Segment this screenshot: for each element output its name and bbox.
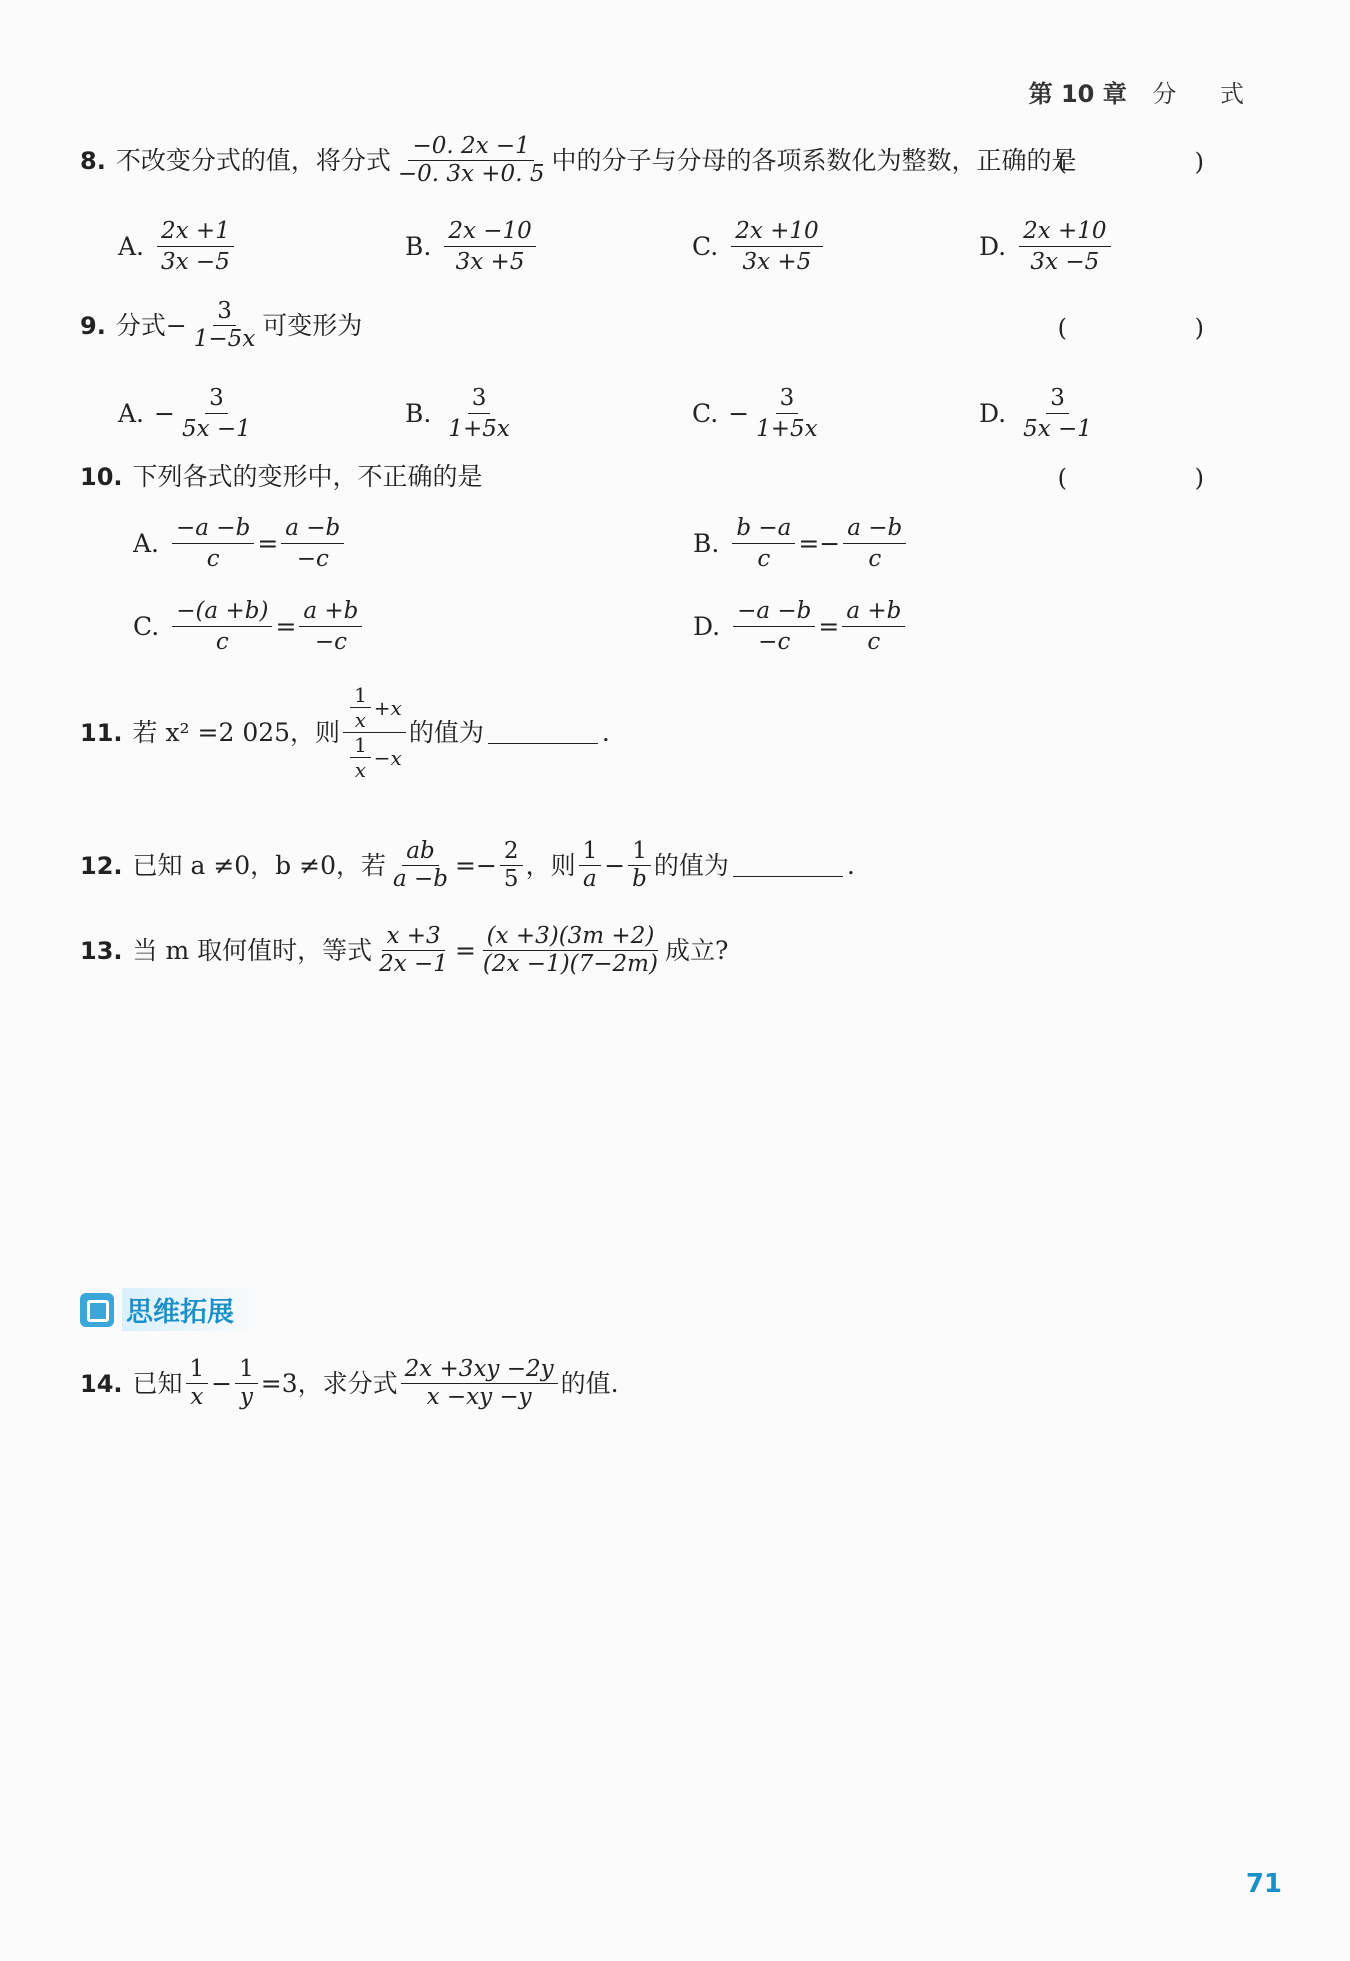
question-number: 10. bbox=[80, 462, 123, 491]
numerator: −(a +b) bbox=[172, 598, 272, 627]
numerator: −a −b bbox=[733, 598, 815, 627]
question-text: 的值. bbox=[560, 1369, 619, 1398]
denominator: c bbox=[757, 546, 771, 572]
numerator: 2 bbox=[500, 840, 523, 866]
option-b[interactable] bbox=[405, 218, 539, 275]
denominator: −c bbox=[758, 629, 791, 655]
question-text: 若 x² =2 025，则 bbox=[132, 718, 341, 747]
option-d[interactable] bbox=[693, 598, 908, 655]
option-c[interactable] bbox=[692, 385, 825, 442]
denominator: c bbox=[206, 546, 220, 572]
option-label: D. bbox=[979, 399, 1007, 428]
numerator: 3 bbox=[213, 300, 236, 326]
relation: = bbox=[454, 936, 476, 965]
answer-bracket: ( ) bbox=[1057, 464, 1264, 492]
numerator: a −b bbox=[281, 515, 344, 544]
numerator: 3 bbox=[776, 385, 799, 414]
denominator: (2x −1)(7−2m) bbox=[482, 951, 658, 977]
numerator: 1 bbox=[186, 1358, 209, 1384]
option-label: D. bbox=[979, 232, 1007, 261]
option-a[interactable] bbox=[118, 385, 258, 442]
question-text: 的值为 bbox=[653, 851, 729, 880]
numerator: −0. 2x −1 bbox=[408, 135, 533, 161]
answer-bracket: ( ) bbox=[1057, 148, 1264, 176]
chapter-number: 第 10 章 bbox=[1028, 80, 1127, 108]
question-13 bbox=[80, 925, 728, 976]
answer-bracket: ( ) bbox=[1057, 314, 1264, 342]
numerator: 3 bbox=[205, 385, 228, 414]
minus-sign: − bbox=[211, 1369, 233, 1398]
option-label: C. bbox=[692, 399, 719, 428]
relation: =− bbox=[798, 529, 841, 558]
denominator: 3x +5 bbox=[742, 249, 812, 275]
chapter-header bbox=[1029, 74, 1262, 109]
section-title bbox=[80, 1288, 264, 1331]
numerator: 2x +1 bbox=[157, 218, 234, 247]
compound-fraction bbox=[343, 685, 406, 780]
question-text: 下列各式的变形中，不正确的是 bbox=[132, 462, 483, 491]
denominator: 1+5x bbox=[756, 416, 818, 442]
question-text: 已知 a ≠0，b ≠0，若 bbox=[132, 851, 386, 880]
question-number: 8. bbox=[80, 146, 106, 175]
numerator: 1 bbox=[350, 735, 371, 758]
option-label: C. bbox=[133, 612, 160, 641]
question-12 bbox=[80, 840, 855, 891]
numerator: 2x +10 bbox=[1019, 218, 1110, 247]
numerator: 1 bbox=[235, 1358, 258, 1384]
numerator: (x +3)(3m +2) bbox=[483, 925, 659, 951]
denominator: c bbox=[215, 629, 229, 655]
question-9 bbox=[80, 300, 362, 351]
relation: = bbox=[818, 612, 840, 641]
answer-blank[interactable] bbox=[488, 721, 598, 744]
page-number: 71 bbox=[1245, 1869, 1282, 1899]
term: +x bbox=[373, 695, 402, 720]
denominator: 5x −1 bbox=[1023, 416, 1092, 442]
option-a[interactable] bbox=[133, 515, 347, 572]
denominator: 3x +5 bbox=[455, 249, 525, 275]
denominator: x bbox=[354, 708, 367, 732]
option-label: B. bbox=[693, 529, 720, 558]
denominator: b bbox=[632, 866, 647, 892]
numerator: 1 bbox=[579, 840, 602, 866]
minus-sign: − bbox=[604, 851, 626, 880]
question-number: 13. bbox=[80, 936, 123, 965]
section-title-text: 思维拓展 bbox=[122, 1288, 264, 1331]
denominator: a −b bbox=[392, 866, 449, 892]
denominator: 5 bbox=[503, 866, 519, 892]
question-number: 14. bbox=[80, 1369, 123, 1398]
numerator: 2x +10 bbox=[731, 218, 822, 247]
option-label: A. bbox=[118, 399, 145, 428]
numerator: ab bbox=[402, 840, 438, 866]
denominator: −c bbox=[296, 546, 329, 572]
option-a[interactable] bbox=[118, 218, 237, 275]
option-b[interactable] bbox=[405, 385, 517, 442]
question-text: 的值为 bbox=[408, 718, 484, 747]
option-c[interactable] bbox=[133, 598, 365, 655]
question-text: 不改变分式的值，将分式 bbox=[115, 146, 391, 175]
denominator: c bbox=[868, 546, 882, 572]
denominator: −c bbox=[314, 629, 347, 655]
question-text: =3，求分式 bbox=[260, 1369, 398, 1398]
relation: = bbox=[257, 529, 279, 558]
question-text: 已知 bbox=[132, 1369, 183, 1398]
option-label: B. bbox=[405, 232, 432, 261]
option-label: C. bbox=[692, 232, 719, 261]
question-number: 12. bbox=[80, 851, 123, 880]
denominator: x bbox=[354, 758, 367, 782]
numerator: a +b bbox=[842, 598, 905, 627]
sign: − bbox=[154, 399, 175, 428]
question-text: 中的分子与分母的各项系数化为整数，正确的是 bbox=[551, 146, 1077, 175]
option-label: D. bbox=[693, 612, 721, 641]
question-text: ，则 bbox=[525, 851, 576, 880]
period: . bbox=[601, 718, 610, 747]
denominator: c bbox=[867, 629, 881, 655]
question-text: 可变形为 bbox=[262, 311, 363, 340]
question-8 bbox=[80, 135, 1076, 186]
question-text: 当 m 取何值时，等式 bbox=[132, 936, 373, 965]
period: . bbox=[846, 851, 855, 880]
numerator: −a −b bbox=[172, 515, 254, 544]
option-label: A. bbox=[133, 529, 160, 558]
option-d[interactable] bbox=[979, 218, 1114, 275]
option-b[interactable] bbox=[693, 515, 909, 572]
denominator: x −xy −y bbox=[426, 1384, 532, 1410]
numerator: x +3 bbox=[382, 925, 444, 951]
chapter-title: 分 式 bbox=[1152, 80, 1262, 108]
answer-blank[interactable] bbox=[733, 854, 843, 877]
numerator: a +b bbox=[299, 598, 362, 627]
relation: = bbox=[275, 612, 297, 641]
numerator: a −b bbox=[843, 515, 906, 544]
question-number: 11. bbox=[80, 718, 123, 747]
fraction bbox=[394, 135, 549, 186]
question-text: 成立? bbox=[664, 936, 729, 965]
option-c[interactable] bbox=[692, 218, 826, 275]
numerator: 2x −10 bbox=[444, 218, 535, 247]
denominator: 1+5x bbox=[448, 416, 510, 442]
option-d[interactable] bbox=[979, 385, 1099, 442]
denominator: 3x −5 bbox=[161, 249, 230, 275]
question-number: 9. bbox=[80, 311, 106, 340]
question-11 bbox=[80, 685, 610, 780]
numerator: 1 bbox=[350, 685, 371, 708]
question-14 bbox=[80, 1358, 619, 1409]
denominator: 1−5x bbox=[193, 326, 256, 352]
numerator: 3 bbox=[468, 385, 491, 414]
option-label: B. bbox=[405, 399, 432, 428]
numerator: 1 bbox=[628, 840, 651, 866]
denominator: 5x −1 bbox=[181, 416, 251, 442]
denominator: 2x −1 bbox=[379, 951, 448, 977]
question-text: 分式− bbox=[115, 311, 187, 340]
sign: − bbox=[728, 399, 750, 428]
pencil-box-icon bbox=[80, 1293, 114, 1327]
numerator: 3 bbox=[1046, 385, 1069, 414]
numerator: 2x +3xy −2y bbox=[401, 1358, 558, 1384]
denominator: x bbox=[190, 1384, 204, 1410]
denominator: y bbox=[239, 1384, 253, 1410]
question-10 bbox=[80, 464, 483, 489]
denominator: 3x −5 bbox=[1030, 249, 1100, 275]
relation: =− bbox=[455, 851, 497, 880]
denominator: −0. 3x +0. 5 bbox=[397, 161, 545, 187]
term: −x bbox=[373, 745, 402, 770]
option-label: A. bbox=[118, 232, 145, 261]
denominator: a bbox=[583, 866, 597, 892]
numerator: b −a bbox=[732, 515, 795, 544]
